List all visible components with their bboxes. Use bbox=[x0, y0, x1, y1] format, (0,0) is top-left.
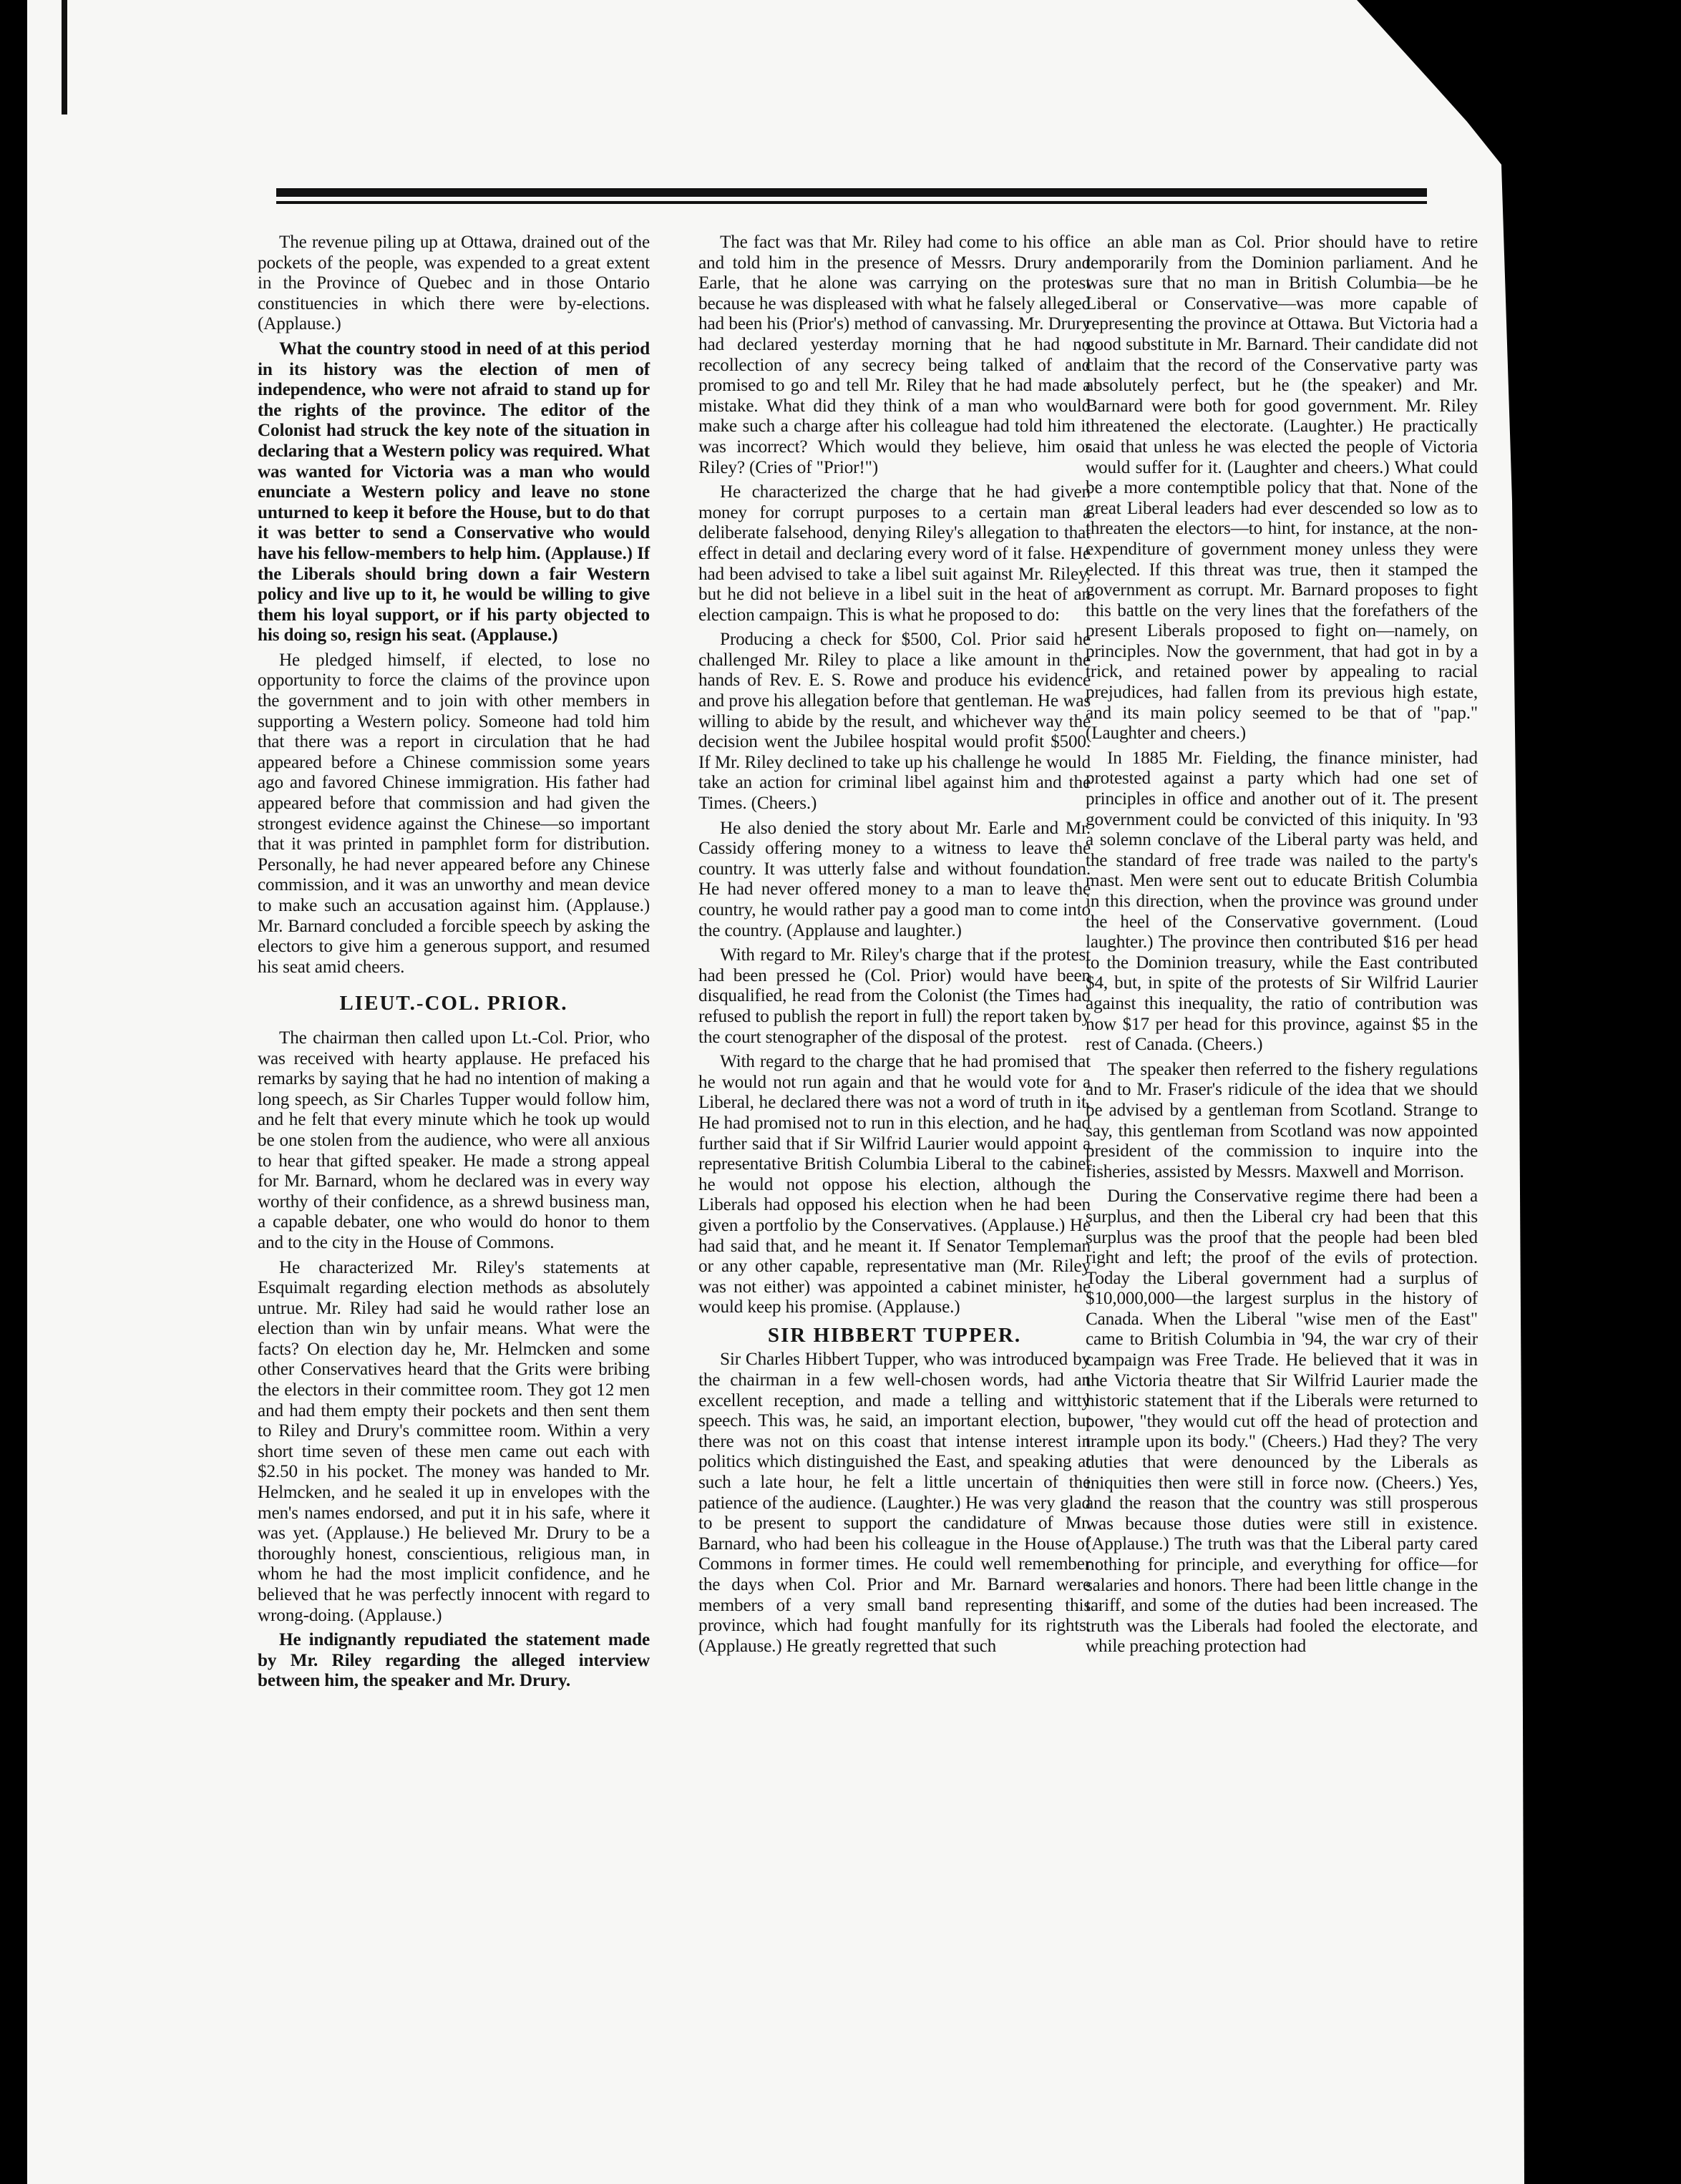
page-edge-mark bbox=[62, 0, 67, 114]
article-paragraph: The speaker then referred to the fishery regulations and to Mr. Fraser's ridicule of the idea that we should be advised by a gentleman from Scotland. Strange to say, this gentleman from Scotland was now appointed president of the commission to inquire into the fisheries, assisted by Messrs. Maxwell and Morrison. bbox=[1086, 1059, 1478, 1181]
section-heading: SIR HIBBERT TUPPER. bbox=[767, 1323, 1022, 1347]
article-paragraph: With regard to Mr. Riley's charge that if the protest had been pressed he (Col. Prior) would have been disqualified, he read from the Colonist (the Times had refused to publish the report in full) the report taken by the court stenographer of the disposal of the protest. bbox=[698, 945, 1091, 1047]
section-heading: LIEUT.-COL. PRIOR. bbox=[339, 992, 568, 1015]
article-paragraph: What the country stood in need of at this period in its history was the election of men of independence, who were not afraid to stand up for the rights of the province. The editor of the Colonist had struck the key note of the situation in declaring that a Western policy was required. What was wanted for Victoria was a man who would enunciate a Western policy and leave no stone unturned to keep it before the House, but to do that it was better to send a Conservative who would have his fellow-members to help him. (Applause.) If the Liberals should bring down a fair Western policy and live up to it, he would be willing to give them his loyal support, or if his party objected to his doing so, resign his seat. (Applause.) bbox=[258, 338, 650, 645]
article-paragraph: The chairman then called upon Lt.-Col. Prior, who was received with hearty applause. He prefaced his remarks by saying that he had no intention of making a long speech, as Sir Charles Tupper would follow him, and he felt that every minute which he took up would be one stolen from the audience, who were all anxious to hear that gifted speaker. He made a strong appeal for Mr. Barnard, whom he declared was in every way worthy of their confidence, as a shrewd business man, a capable debater, one who would do honor to them and to the city in the House of Commons. bbox=[258, 1028, 650, 1252]
article-paragraph: Producing a check for $500, Col. Prior said he challenged Mr. Riley to place a like amount in the hands of Rev. E. S. Rowe and produce his evidence and prove his allegation before that gentleman. He was willing to abide by the result, and whichever way the decision went the Jubilee hospital would profit $500. If Mr. Riley declined to take up his challenge he would take an action for criminal libel against him and the Times. (Cheers.) bbox=[698, 630, 1091, 814]
article-paragraph: He also denied the story about Mr. Earle and Mr. Cassidy offering money to a witness to leave the country. It was utterly false and without foundation. He had never offered money to a man to leave the country, he would rather pay a good man to come into the country. (Applause and laughter.) bbox=[698, 818, 1091, 940]
article-paragraph: an able man as Col. Prior should have to retire temporarily from the Dominion parliament. And he was sure that no man in British Columbia—be he Liberal or Conservative—was more capable of representing the province at Ottawa. But Victoria had a good substitute in Mr. Barnard. Their candidate did not claim that the record of the Conservative party was absolutely perfect, but he (the speaker) and Mr. Barnard were both for good government. Mr. Riley threatened the electorate. (Laughter.) He practically said that unless he was elected the people of Victoria would suffer for it. (Laughter and cheers.) What could be a more contemptible policy that that. None of the great Liberal leaders had ever descended so low as to threaten the electors—to hint, for instance, at the non-expenditure of government money unless they were elected. If this threat was true, then it stamped the government as corrupt. Mr. Barnard proposes to fight this battle on the very lines that the forefathers of the present Liberals proposed to fight on—namely, on principles. Now the government, that had got in by a trick, and retained power by appealing to racial prejudices, had fallen from its previous high estate, and its main policy seemed to be that of "pap." (Laughter and cheers.) bbox=[1086, 233, 1478, 744]
article-paragraph: With regard to the charge that he had promised that he would not run again and that he would vote for a Liberal, he declared there was not a word of truth in it. He had promised not to run in this election, and he had further said that if Sir Wilfrid Laurier would appoint a representative British Columbia Liberal to the cabinet he would not oppose his election, although the Liberals had opposed his election when he had been given a portfolio by the Conservatives. (Applause.) He had said that, and he meant it. If Senator Templeman or any other capable, representative man (Mr. Riley was not either) was appointed a cabinet minister, he would keep his promise. (Applause.) bbox=[698, 1052, 1091, 1317]
article-column-3 bbox=[1086, 233, 1478, 1662]
article-paragraph: The revenue piling up at Ottawa, drained out of the pockets of the people, was expended to a great extent in the Province of Quebec and in those Ontario constituencies in which there were by-elections. (Applause.) bbox=[258, 233, 650, 334]
article-paragraph: He indignantly repudiated the statement made by Mr. Riley regarding the alleged interview between him, the speaker and Mr. Drury. bbox=[258, 1630, 650, 1691]
article-column-1 bbox=[258, 233, 650, 1696]
article-paragraph: In 1885 Mr. Fielding, the finance minister, had protested against a party which had one set of principles in office and another out of it. The present government could be convicted of this iniquity. In '93 a solemn conclave of the Liberal party was held, and the standard of free trade was nailed to the party's mast. Men were sent out to educate British Columbia in this direction, when the province was ground under the heel of the Conservative government. (Loud laughter.) The province then contributed $16 per head to the Dominion treasury, while the East contributed $4, but, in spite of the protests of Sir Wilfrid Laurier against this inequality, the ratio of contribution was now $17 per head for this province, against $5 in the rest of Canada. (Cheers.) bbox=[1086, 748, 1478, 1055]
article-paragraph: He characterized the charge that he had given money for corrupt purposes to a certain man a deliberate falsehood, denying Riley's allegation to that effect in detail and declaring every word of it false. He had been advised to take a libel suit against Mr. Riley, but he did not believe in a libel suit in the heat of an election campaign. This is what he proposed to do: bbox=[698, 482, 1091, 625]
article-paragraph: Sir Charles Hibbert Tupper, who was introduced by the chairman in a few well-chosen words, had an excellent reception, and made a telling and witty speech. This was, he said, an important election, but there was not on this coast that intense interest in politics which distinguished the East, and speaking at such a late hour, he felt a little uncertain of the patience of the audience. (Laughter.) He was very glad to be present to support the candidature of Mr. Barnard, who had been his colleague in the House of Commons in former times. He could well remember the days when Col. Prior and Mr. Barnard were members of a very small band representing this province, which had fought manfully for its rights. (Applause.) He greatly regretted that such bbox=[698, 1350, 1091, 1656]
article-paragraph: He characterized Mr. Riley's statements at Esquimalt regarding election methods as absolutely untrue. Mr. Riley had said he would rather lose an election than win by unfair means. What were the facts? On election day he, Mr. Helmcken and some other Conservatives heard that the Grits were bribing the electors in their committee room. They got 12 men and had them empty their pockets and then sent them to Riley and Drury's committee room. Within a very short time seven of these men came out each with $2.50 in his pocket. The money was handed to Mr. Helmcken, and he sealed it up in envelopes with the men's names endorsed, and put it in his safe, where it was yet. (Applause.) He believed Mr. Drury to be a thoroughly honest, conscientious, religious man, in whom he had the most implicit confidence, and he believed that he was perfectly innocent with regard to wrong-doing. (Applause.) bbox=[258, 1257, 650, 1625]
article-paragraph: During the Conservative regime there had been a surplus, and then the Liberal cry had been that this surplus was the proof that the people had been bled right and left; the proof of the evils of protection. Today the Liberal government had a surplus of $10,000,000—the largest surplus in the history of Canada. When the Liberal "wise men of the East" came to British Columbia in '94, the war cry of their campaign was Free Trade. He believed that it was in the Victoria theatre that Sir Wilfrid Laurier made the historic statement that if the Liberals were returned to power, "they would cut off the head of protection and trample upon its body." (Cheers.) Had they? The very duties that were denounced by the Liberals as iniquities then were still in force now. (Cheers.) Yes, and the reason that the country was still prosperous was because those duties were still in existence. (Applause.) The truth was that the Liberal party cared nothing for principle, and everything for office—for salaries and honors. There had been little change in the tariff, and some of the duties had been increased. The truth was the Liberals had fooled the electorate, and while preaching protection had bbox=[1086, 1186, 1478, 1657]
article-paragraph: The fact was that Mr. Riley had come to his office and told him in the presence of Messrs. Drury and Earle, that he alone was carrying on the protest because he was displeased with what he falsely alleged had been his (Prior's) method of canvassing. Mr. Drury had declared yesterday morning that he had no recollection of any secrecy being talked of and promised to go and tell Mr. Riley that he had made a mistake. What did they think of a man who would make such a charge after his colleague had told him it was incorrect? Which would they believe, him or Riley? (Cries of "Prior!") bbox=[698, 233, 1091, 477]
article-paragraph: He pledged himself, if elected, to lose no opportunity to force the claims of the province upon the government and to join with other members in supporting a Western policy. Someone had told him that there was a report in circulation that he had appeared before a Chinese commission some years ago and favored Chinese immigration. His father had appeared before that commission and had given the strongest evidence against the Chinese—so important that it was printed in pamphlet form for distribution. Personally, he had never appeared before any Chinese commission, and it was an unworthy and mean device to make such an accusation against him. (Applause.) Mr. Barnard concluded a forcible speech by asking the electors to give him a generous support, and resumed his seat amid cheers. bbox=[258, 650, 650, 977]
header-rule-thin bbox=[276, 201, 1427, 204]
article-column-2 bbox=[698, 233, 1091, 1661]
header-rule-thick bbox=[276, 188, 1427, 197]
